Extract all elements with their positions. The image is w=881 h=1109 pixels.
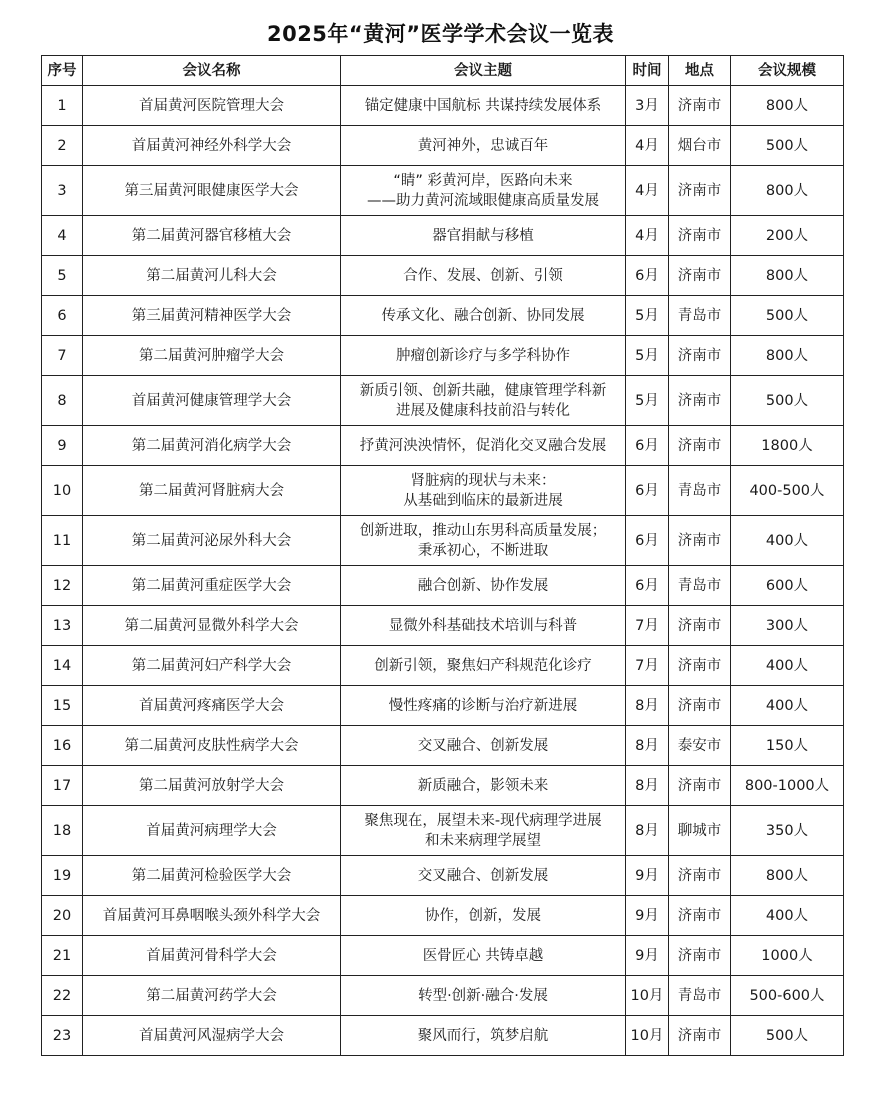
table-row bbox=[42, 376, 844, 426]
cell-theme bbox=[341, 686, 626, 726]
cell-no: 6 bbox=[42, 296, 83, 336]
cell-theme bbox=[341, 426, 626, 466]
cell-no: 2 bbox=[42, 126, 83, 166]
theme-line: 黄河神外，忠诚百年 bbox=[417, 137, 549, 154]
cell-location: 济南市 bbox=[669, 606, 731, 646]
cell-time: 6月 bbox=[626, 426, 669, 466]
cell-theme bbox=[341, 646, 626, 686]
theme-line: 抒黄河泱泱情怀，促消化交叉融合发展 bbox=[359, 437, 607, 454]
cell-no: 12 bbox=[42, 566, 83, 606]
cell-location: 济南市 bbox=[669, 856, 731, 896]
table-row bbox=[42, 856, 844, 896]
cell-time: 9月 bbox=[626, 856, 669, 896]
cell-location: 济南市 bbox=[669, 646, 731, 686]
cell-time: 5月 bbox=[626, 336, 669, 376]
conference-table bbox=[41, 55, 844, 1056]
cell-no: 3 bbox=[42, 166, 83, 216]
table-body bbox=[42, 86, 844, 1056]
table-row bbox=[42, 296, 844, 336]
cell-no: 19 bbox=[42, 856, 83, 896]
table-row bbox=[42, 166, 844, 216]
cell-location: 济南市 bbox=[669, 516, 731, 566]
cell-theme bbox=[341, 296, 626, 336]
table-row bbox=[42, 646, 844, 686]
table-header-row bbox=[42, 56, 844, 86]
cell-theme bbox=[341, 766, 626, 806]
cell-location: 青岛市 bbox=[669, 296, 731, 336]
cell-time: 10月 bbox=[626, 976, 669, 1016]
theme-line: 慢性疼痛的诊断与治疗新进展 bbox=[388, 697, 578, 714]
cell-theme bbox=[341, 976, 626, 1016]
cell-location: 泰安市 bbox=[669, 726, 731, 766]
cell-name: 第二届黄河显微外科学大会 bbox=[83, 606, 341, 646]
cell-scale: 500人 bbox=[731, 1016, 844, 1056]
cell-scale: 800人 bbox=[731, 166, 844, 216]
cell-location: 济南市 bbox=[669, 256, 731, 296]
header-time: 时间 bbox=[626, 56, 669, 86]
cell-time: 5月 bbox=[626, 296, 669, 336]
cell-theme bbox=[341, 856, 626, 896]
cell-no: 21 bbox=[42, 936, 83, 976]
page-title: 2025年“黄河”医学学术会议一览表 bbox=[266, 22, 615, 46]
cell-name: 第三届黄河眼健康医学大会 bbox=[83, 166, 341, 216]
header-no: 序号 bbox=[42, 56, 83, 86]
cell-no: 4 bbox=[42, 216, 83, 256]
cell-time: 6月 bbox=[626, 256, 669, 296]
cell-theme bbox=[341, 1016, 626, 1056]
table-row bbox=[42, 516, 844, 566]
theme-line: 创新引领，聚焦妇产科规范化诊疗 bbox=[374, 657, 592, 674]
cell-scale: 500人 bbox=[731, 296, 844, 336]
cell-time: 8月 bbox=[626, 766, 669, 806]
theme-line: 转型·创新·融合·发展 bbox=[418, 987, 548, 1004]
cell-no: 5 bbox=[42, 256, 83, 296]
theme-line: 聚焦现在，展望未来-现代病理学进展 bbox=[364, 812, 602, 829]
cell-time: 6月 bbox=[626, 466, 669, 516]
cell-location: 烟台市 bbox=[669, 126, 731, 166]
cell-scale: 400人 bbox=[731, 516, 844, 566]
cell-name: 第三届黄河精神医学大会 bbox=[83, 296, 341, 336]
theme-line: ——助力黄河流域眼健康高质量发展 bbox=[367, 192, 599, 209]
cell-theme bbox=[341, 126, 626, 166]
header-theme: 会议主题 bbox=[341, 56, 626, 86]
table-row bbox=[42, 1016, 844, 1056]
cell-scale: 400人 bbox=[731, 896, 844, 936]
cell-location: 青岛市 bbox=[669, 466, 731, 516]
cell-scale: 350人 bbox=[731, 806, 844, 856]
cell-name: 第二届黄河泌尿外科大会 bbox=[83, 516, 341, 566]
table-row bbox=[42, 686, 844, 726]
cell-scale: 1800人 bbox=[731, 426, 844, 466]
cell-no: 9 bbox=[42, 426, 83, 466]
cell-location: 济南市 bbox=[669, 86, 731, 126]
table-row bbox=[42, 86, 844, 126]
cell-name: 首届黄河疼痛医学大会 bbox=[83, 686, 341, 726]
cell-theme bbox=[341, 606, 626, 646]
header-scale: 会议规模 bbox=[731, 56, 844, 86]
cell-name: 首届黄河病理学大会 bbox=[83, 806, 341, 856]
cell-theme bbox=[341, 806, 626, 856]
cell-no: 18 bbox=[42, 806, 83, 856]
cell-time: 3月 bbox=[626, 86, 669, 126]
theme-line: 从基础到临床的最新进展 bbox=[403, 492, 563, 509]
cell-no: 22 bbox=[42, 976, 83, 1016]
cell-time: 5月 bbox=[626, 376, 669, 426]
cell-theme bbox=[341, 216, 626, 256]
cell-location: 聊城市 bbox=[669, 806, 731, 856]
cell-time: 6月 bbox=[626, 566, 669, 606]
cell-name: 第二届黄河肾脏病大会 bbox=[83, 466, 341, 516]
cell-scale: 800人 bbox=[731, 86, 844, 126]
cell-scale: 500-600人 bbox=[731, 976, 844, 1016]
cell-no: 13 bbox=[42, 606, 83, 646]
cell-theme bbox=[341, 896, 626, 936]
cell-scale: 150人 bbox=[731, 726, 844, 766]
cell-name: 第二届黄河检验医学大会 bbox=[83, 856, 341, 896]
cell-scale: 400人 bbox=[731, 686, 844, 726]
theme-line: 锚定健康中国航标 共谋持续发展体系 bbox=[364, 97, 602, 114]
cell-no: 8 bbox=[42, 376, 83, 426]
cell-scale: 500人 bbox=[731, 376, 844, 426]
cell-name: 首届黄河耳鼻咽喉头颈外科学大会 bbox=[83, 896, 341, 936]
cell-name: 第二届黄河消化病学大会 bbox=[83, 426, 341, 466]
cell-name: 第二届黄河器官移植大会 bbox=[83, 216, 341, 256]
cell-scale: 800人 bbox=[731, 256, 844, 296]
theme-line: 新质融合，影领未来 bbox=[417, 777, 549, 794]
cell-time: 8月 bbox=[626, 806, 669, 856]
cell-scale: 200人 bbox=[731, 216, 844, 256]
cell-time: 9月 bbox=[626, 896, 669, 936]
cell-no: 1 bbox=[42, 86, 83, 126]
cell-name: 首届黄河骨科学大会 bbox=[83, 936, 341, 976]
theme-line: 创新进取，推动山东男科高质量发展； bbox=[359, 522, 607, 539]
theme-line: 肿瘤创新诊疗与多学科协作 bbox=[396, 347, 570, 364]
theme-line: 新质引领、创新共融，健康管理学科新 bbox=[359, 382, 607, 399]
cell-location: 济南市 bbox=[669, 896, 731, 936]
cell-no: 16 bbox=[42, 726, 83, 766]
cell-name: 首届黄河医院管理大会 bbox=[83, 86, 341, 126]
table-row bbox=[42, 806, 844, 856]
cell-location: 青岛市 bbox=[669, 566, 731, 606]
table-row bbox=[42, 726, 844, 766]
cell-location: 济南市 bbox=[669, 686, 731, 726]
theme-line: 秉承初心，不断进取 bbox=[417, 542, 549, 559]
cell-scale: 600人 bbox=[731, 566, 844, 606]
cell-location: 济南市 bbox=[669, 336, 731, 376]
cell-theme bbox=[341, 726, 626, 766]
table-row bbox=[42, 336, 844, 376]
theme-line: 聚风而行，筑梦启航 bbox=[417, 1027, 549, 1044]
cell-location: 济南市 bbox=[669, 936, 731, 976]
cell-scale: 800人 bbox=[731, 336, 844, 376]
cell-theme bbox=[341, 516, 626, 566]
cell-time: 4月 bbox=[626, 216, 669, 256]
cell-scale: 400-500人 bbox=[731, 466, 844, 516]
cell-no: 15 bbox=[42, 686, 83, 726]
table-row bbox=[42, 976, 844, 1016]
cell-time: 4月 bbox=[626, 126, 669, 166]
theme-line: 肾脏病的现状与未来： bbox=[410, 472, 556, 489]
table-row bbox=[42, 896, 844, 936]
cell-name: 第二届黄河重症医学大会 bbox=[83, 566, 341, 606]
table-row bbox=[42, 126, 844, 166]
cell-theme bbox=[341, 376, 626, 426]
cell-time: 7月 bbox=[626, 606, 669, 646]
theme-line: 器官捐献与移植 bbox=[432, 227, 534, 244]
cell-name: 第二届黄河皮肤性病学大会 bbox=[83, 726, 341, 766]
cell-scale: 800-1000人 bbox=[731, 766, 844, 806]
cell-scale: 400人 bbox=[731, 646, 844, 686]
table-row bbox=[42, 256, 844, 296]
cell-no: 17 bbox=[42, 766, 83, 806]
theme-line: 显微外科基础技术培训与科普 bbox=[388, 617, 578, 634]
theme-line: 合作、发展、创新、引领 bbox=[403, 267, 563, 284]
table-row bbox=[42, 936, 844, 976]
cell-no: 10 bbox=[42, 466, 83, 516]
cell-location: 济南市 bbox=[669, 1016, 731, 1056]
theme-line: 传承文化、融合创新、协同发展 bbox=[381, 307, 585, 324]
cell-no: 11 bbox=[42, 516, 83, 566]
theme-line: “睛” 彩黄河岸，医路向未来 bbox=[393, 172, 573, 189]
cell-time: 9月 bbox=[626, 936, 669, 976]
cell-name: 第二届黄河放射学大会 bbox=[83, 766, 341, 806]
cell-theme bbox=[341, 86, 626, 126]
cell-name: 第二届黄河肿瘤学大会 bbox=[83, 336, 341, 376]
cell-location: 青岛市 bbox=[669, 976, 731, 1016]
table-row bbox=[42, 426, 844, 466]
cell-location: 济南市 bbox=[669, 426, 731, 466]
cell-scale: 800人 bbox=[731, 856, 844, 896]
cell-name: 第二届黄河妇产科学大会 bbox=[83, 646, 341, 686]
cell-time: 10月 bbox=[626, 1016, 669, 1056]
theme-line: 医骨匠心 共铸卓越 bbox=[422, 947, 544, 964]
theme-line: 融合创新、协作发展 bbox=[417, 577, 549, 594]
cell-no: 7 bbox=[42, 336, 83, 376]
cell-scale: 500人 bbox=[731, 126, 844, 166]
header-location: 地点 bbox=[669, 56, 731, 86]
cell-name: 第二届黄河儿科大会 bbox=[83, 256, 341, 296]
cell-theme bbox=[341, 166, 626, 216]
cell-no: 23 bbox=[42, 1016, 83, 1056]
theme-line: 交叉融合、创新发展 bbox=[417, 737, 549, 754]
cell-location: 济南市 bbox=[669, 216, 731, 256]
cell-time: 7月 bbox=[626, 646, 669, 686]
table-row bbox=[42, 606, 844, 646]
cell-theme bbox=[341, 566, 626, 606]
cell-name: 首届黄河风湿病学大会 bbox=[83, 1016, 341, 1056]
cell-time: 6月 bbox=[626, 516, 669, 566]
theme-line: 进展及健康科技前沿与转化 bbox=[396, 402, 570, 419]
cell-no: 14 bbox=[42, 646, 83, 686]
cell-no: 20 bbox=[42, 896, 83, 936]
cell-theme bbox=[341, 936, 626, 976]
cell-time: 4月 bbox=[626, 166, 669, 216]
cell-name: 首届黄河神经外科学大会 bbox=[83, 126, 341, 166]
cell-time: 8月 bbox=[626, 726, 669, 766]
cell-location: 济南市 bbox=[669, 376, 731, 426]
cell-theme bbox=[341, 336, 626, 376]
cell-location: 济南市 bbox=[669, 766, 731, 806]
table-row bbox=[42, 766, 844, 806]
cell-theme bbox=[341, 256, 626, 296]
table-row bbox=[42, 566, 844, 606]
cell-scale: 1000人 bbox=[731, 936, 844, 976]
theme-line: 协作，创新，发展 bbox=[425, 907, 541, 924]
table-row bbox=[42, 466, 844, 516]
cell-name: 第二届黄河药学大会 bbox=[83, 976, 341, 1016]
cell-theme bbox=[341, 466, 626, 516]
theme-line: 和未来病理学展望 bbox=[425, 832, 541, 849]
cell-location: 济南市 bbox=[669, 166, 731, 216]
cell-time: 8月 bbox=[626, 686, 669, 726]
theme-line: 交叉融合、创新发展 bbox=[417, 867, 549, 884]
cell-scale: 300人 bbox=[731, 606, 844, 646]
table-row bbox=[42, 216, 844, 256]
header-name: 会议名称 bbox=[83, 56, 341, 86]
cell-name: 首届黄河健康管理学大会 bbox=[83, 376, 341, 426]
